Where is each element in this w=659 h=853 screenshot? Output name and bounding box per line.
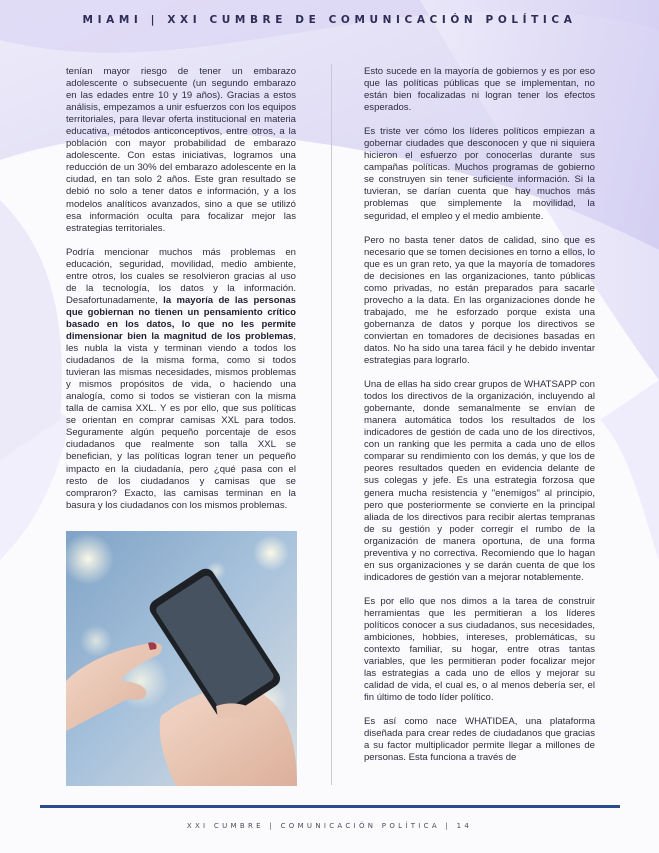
- right-paragraph-3: Pero no basta tener datos de calidad, sino que es necesario que se tomen decisiones en torno a ellos, lo que es un gran reto, ya que la mayoría de tomadores de decisiones en las organizaciones, tanto públicas como privadas, no están preparados para sacarle provecho a la data. En las organizaciones donde he trabajado, me he esforzado porque exista una gobernanza de datos y porque los directivos se conviertan en tomadores de decisiones basadas en datos. No ha sido una tarea fácil y he debido inventar estrategias para lograrlo.: [364, 234, 595, 367]
- left-paragraph-2: Podría mencionar muchos más problemas en educación, seguridad, movilidad, medio ambiente, entre otros, los cuales se resolvieron gracias al uso de la tecnología, los datos y la información. Desafortunadamente, la mayoría de las personas que gobiernan no tienen un pensamiento crítico basado en los datos, lo que no les permite dimensionar bien la magnitud de los problemas, les nubla la vista y terminan viendo a todos los ciudadanos de la misma forma, como si todos tuvieran las mismas necesidades, mismos problemas y mismos propósitos de vida, o haciendo una analogía, como si todos se vistieran con la misma talla de camisa XXL. Y es por ello, que sus políticas se orientan en comprar camisas XXL para todos. Seguramente algún pequeño porcentaje de esos ciudadanos que realmente son talla XXL se benefician, y las políticas logran tener un pequeño impacto en la ciudadanía, pero ¿qué pasa con el resto de los ciudadanos y camisas que se compraron? Exacto, las camisas terminan en la basura y los ciudadanos con los mismos problemas.: [66, 246, 296, 511]
- column-divider: [331, 64, 332, 785]
- right-paragraph-4: Una de ellas ha sido crear grupos de WHATSAPP con todos los directivos de la organización, incluyendo al gobernante, donde semanalmente se envían de manera automática todos los resultados de los indicadores de gestión de cada uno de los directivos, con un ranking que les permita a cada uno de ellos comparar su rendimiento con los demás, y que los de peores resultados queden en evidencia delante de sus colegas y jefe. Es una estrategia forzosa que genera mucha resistencia y "enemigos" al principio, pero que posteriormente se convierte en la principal aliada de los directivos para recibir alertas tempranas de su gestión y poder corregir el rumbo de la organización de manera oportuna, de una forma preventiva y no correctiva. Recomiendo que lo hagan en sus organizaciones y se darán cuenta de que los indicadores de gestión van a mejorar notablemente.: [364, 379, 595, 583]
- right-paragraph-2: Es triste ver cómo los líderes políticos empiezan a gobernar ciudades que desconocen y que ni siquiera hicieron el esfuerzo por conocerlas durante sus campañas políticas. Muchos programas de gobierno se construyen sin tener suficiente información. Si la tuvieran, se darían cuenta que hay muchos más problemas que simplemente la movilidad, la seguridad, el empleo y el medio ambiente.: [364, 126, 595, 222]
- footer-rule: [40, 805, 620, 808]
- right-paragraph-6: Es así como nace WHATIDEA, una plataforma diseñada para crear redes de ciudadanos que gracias a su factor multiplicador permite llegar a millones de personas. Esta funciona a través de: [364, 716, 595, 764]
- hand-holding-phone-photo: [66, 531, 297, 786]
- right-column: [364, 66, 595, 776]
- left-paragraph-1: tenían mayor riesgo de tener un embarazo adolescente o subsecuente (un segundo embarazo en las edades entre 10 y 19 años). Gracias a estos análisis, empezamos a unir esfuerzos con los equipos territoriales, para llevar oferta institucional en materia educativa, métodos anticonceptivos, entre otros, a la población con mayor probabilidad de embarazo adolescente. Con estas iniciativas, logramos una reducción de un 30% del embarazo adolescente en la ciudad, en tan solo 2 años. Este gran resultado se debió no solo a tener datos e información, y a los modelos analíticos avanzados, sino a que se utilizó esa información oculta para focalizar mejor las estrategias territoriales.: [66, 66, 296, 234]
- left-column: [66, 66, 296, 524]
- right-paragraph-1: Esto sucede en la mayoría de gobiernos y es por eso que las políticas públicas que se implementan, no están bien focalizadas ni logran tener los efectos esperados.: [364, 66, 595, 114]
- page-footer: XXI CUMBRE | COMUNICACIÓN POLÍTICA | 14: [186, 822, 473, 830]
- highlight-text: la mayoría de las personas que gobiernan no tienen un pensamiento crítico basado en los datos, lo que no les permite dimensionar bien la magnitud de los problemas: [66, 294, 296, 342]
- page-header: MIAMI | XXI CUMBRE DE COMUNICACIÓN POLÍTICA: [82, 14, 577, 26]
- right-paragraph-5: Es por ello que nos dimos a la tarea de construir herramientas que les permitieran a los líderes políticos conocer a sus ciudadanos, sus necesidades, ambiciones, hobbies, intereses, problemáticas, su contexto familiar, su hogar, entre otras tantas variables, que les permitieran poder focalizar mejor las estrategias a cada uno de ellos y mejorar su calidad de vida, el cual es, o al menos debería ser, el fin último de todo líder político.: [364, 595, 595, 704]
